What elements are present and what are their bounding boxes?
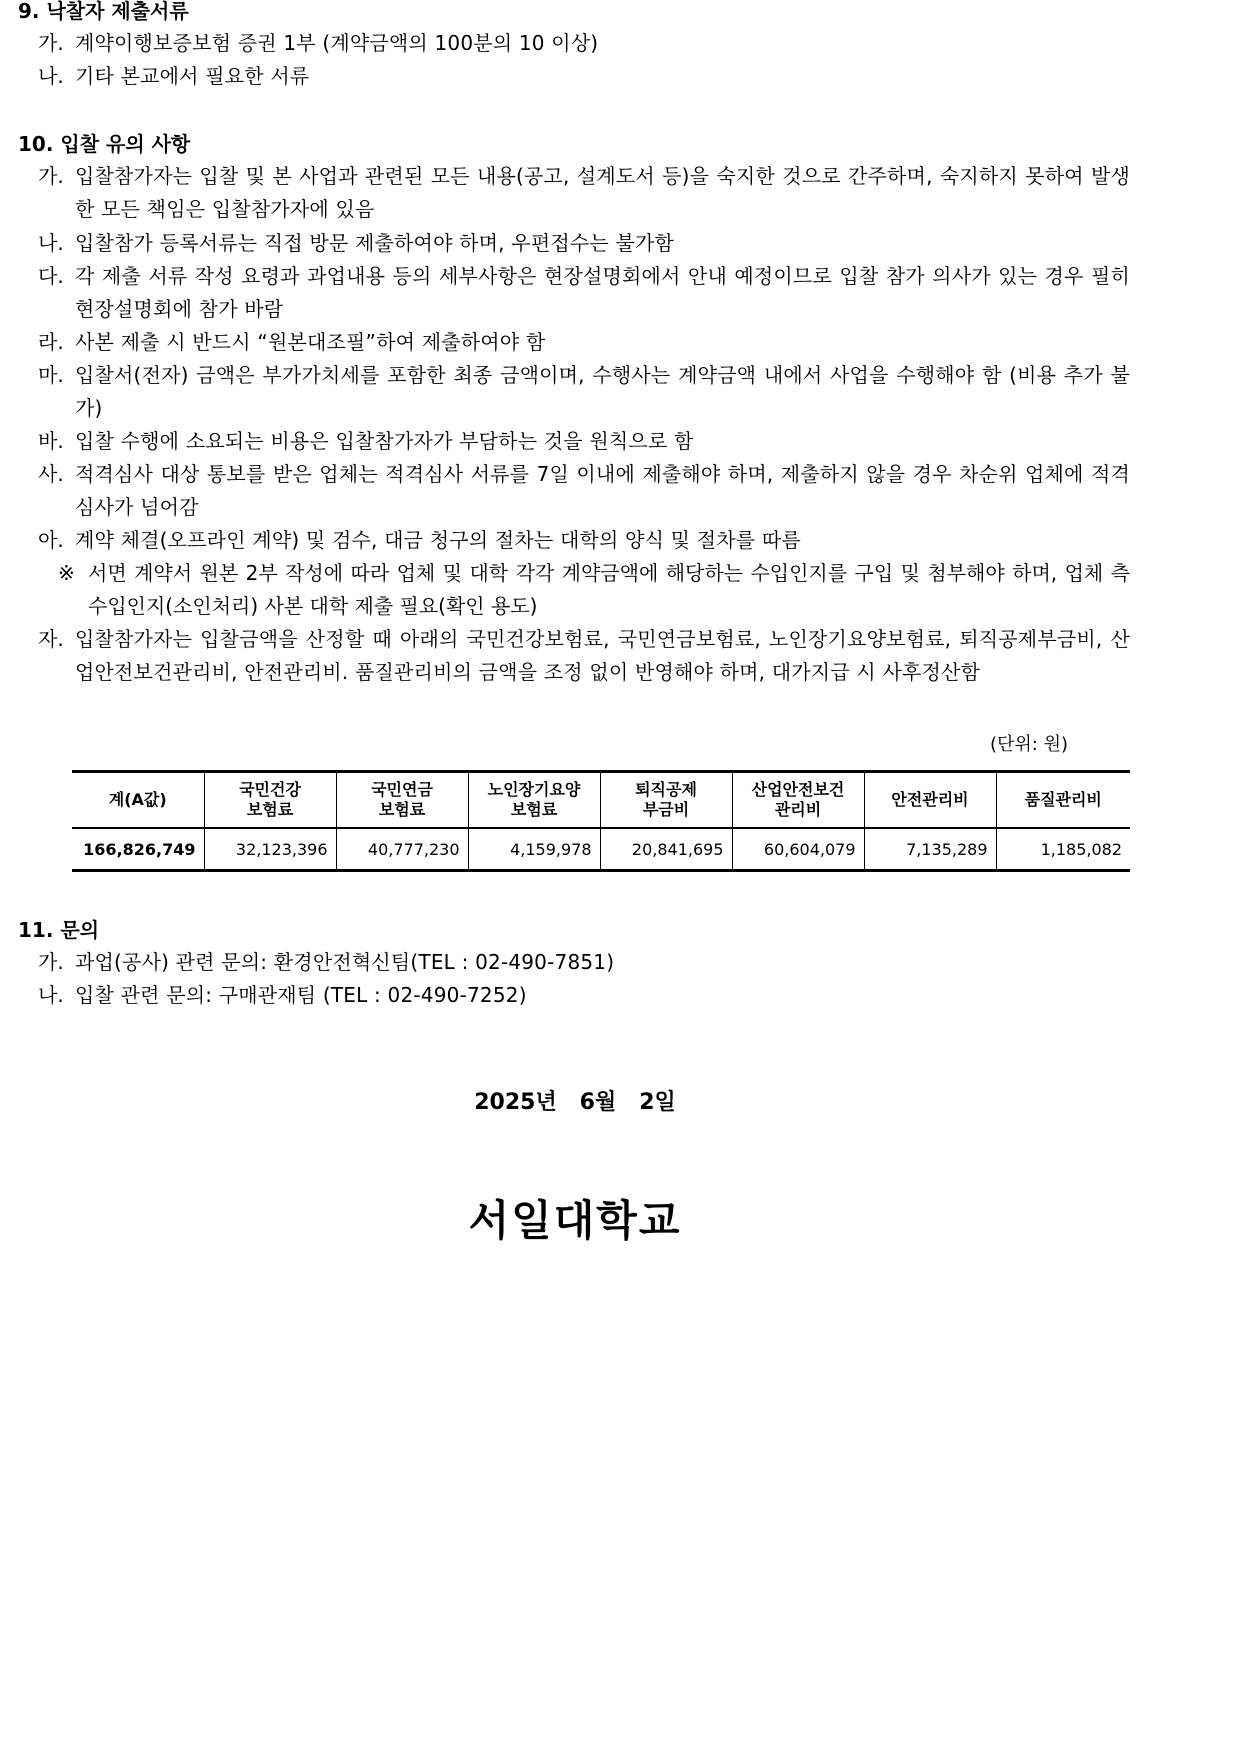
note-text: 서면 계약서 원본 2부 작성에 따라 업체 및 대학 각각 계약금액에 해당하는 수입인지를 구입 및 첨부해야 하며, 업체 측 수입인지(소인처리) 사본 대학 제출 필요(확인 용도) bbox=[88, 561, 1130, 618]
item-marker: 나. bbox=[38, 983, 64, 1007]
item-text: 계약 체결(오프라인 계약) 및 검수, 대금 청구의 절차는 대학의 양식 및 절차를 따름 bbox=[75, 528, 801, 552]
sec10-item-ba bbox=[38, 425, 1130, 458]
header-safety-management: 안전관리비 bbox=[864, 772, 996, 829]
value-health-insurance: 32,123,396 bbox=[204, 828, 336, 871]
sec10-item-ja bbox=[38, 623, 1130, 689]
item-marker: 가. bbox=[38, 164, 64, 188]
item-marker: 라. bbox=[38, 330, 64, 354]
sec10-item-ga bbox=[38, 160, 1130, 226]
value-industrial-safety: 60,604,079 bbox=[732, 828, 864, 871]
table-header-row bbox=[72, 772, 1130, 829]
sec9-item-ga bbox=[38, 27, 1130, 60]
header-longterm-care: 노인장기요양 보험료 bbox=[468, 772, 600, 829]
cost-table bbox=[72, 770, 1130, 872]
item-text: 사본 제출 시 반드시 “원본대조필”하여 제출하여야 함 bbox=[75, 330, 546, 354]
value-quality-management: 1,185,082 bbox=[996, 828, 1130, 871]
contract-stamp-note bbox=[58, 557, 1130, 623]
header-retirement-deduction: 퇴직공제 부금비 bbox=[600, 772, 732, 829]
sec10-item-ra bbox=[38, 326, 1130, 359]
item-marker: 가. bbox=[38, 950, 64, 974]
item-text: 입찰 수행에 소요되는 비용은 입찰참가자가 부담하는 것을 원칙으로 함 bbox=[75, 429, 694, 453]
organization-name: 서일대학교 bbox=[468, 1196, 682, 1245]
sec9-item-na bbox=[38, 60, 1130, 93]
item-text: 각 제출 서류 작성 요령과 과업내용 등의 세부사항은 현장설명회에서 안내 예정이므로 입찰 참가 의사가 있는 경우 필히 현장설명회에 참가 바람 bbox=[75, 264, 1130, 321]
item-marker: 마. bbox=[38, 363, 64, 387]
sec10-item-ma bbox=[38, 359, 1130, 425]
sec11-item-ga bbox=[38, 946, 1130, 979]
item-text: 계약이행보증보험 증권 1부 (계약금액의 100분의 10 이상) bbox=[75, 31, 599, 55]
section-10-title: 10. 입찰 유의 사항 bbox=[18, 132, 191, 156]
sec10-item-a bbox=[38, 524, 1130, 557]
value-total: 166,826,749 bbox=[72, 828, 204, 871]
item-marker: 다. bbox=[38, 264, 64, 288]
unit-label: (단위: 원) bbox=[990, 734, 1068, 755]
item-marker: 나. bbox=[38, 231, 64, 255]
item-marker: 나. bbox=[38, 64, 64, 88]
value-retirement-deduction: 20,841,695 bbox=[600, 828, 732, 871]
header-quality-management: 품질관리비 bbox=[996, 772, 1130, 829]
item-text: 입찰참가자는 입찰 및 본 사업과 관련된 모든 내용(공고, 설계도서 등)을 숙지한 것으로 간주하며, 숙지하지 못하여 발생한 모든 책임은 입찰참가자에 있음 bbox=[75, 164, 1130, 221]
header-industrial-safety: 산업안전보건 관리비 bbox=[732, 772, 864, 829]
section-11-title: 11. 문의 bbox=[18, 918, 100, 942]
value-national-pension: 40,777,230 bbox=[336, 828, 468, 871]
item-text: 적격심사 대상 통보를 받은 업체는 적격심사 서류를 7일 이내에 제출해야 하며, 제출하지 않을 경우 차순위 업체에 적격심사가 넘어감 bbox=[75, 462, 1130, 519]
item-marker: 아. bbox=[38, 528, 64, 552]
item-text: 입찰서(전자) 금액은 부가가치세를 포함한 최종 금액이며, 수행사는 계약금액 내에서 사업을 수행해야 함 (비용 추가 불가) bbox=[75, 363, 1130, 420]
value-safety-management: 7,135,289 bbox=[864, 828, 996, 871]
value-longterm-care: 4,159,978 bbox=[468, 828, 600, 871]
item-text: 입찰 관련 문의: 구매관재팀 (TEL : 02-490-7252) bbox=[75, 983, 527, 1007]
sec10-item-na bbox=[38, 227, 1130, 260]
note-marker: ※ bbox=[58, 561, 75, 585]
header-total: 계(A값) bbox=[72, 772, 204, 829]
item-marker: 바. bbox=[38, 429, 64, 453]
section-9-title: 9. 낙찰자 제출서류 bbox=[18, 0, 189, 23]
item-text: 입찰참가자는 입찰금액을 산정할 때 아래의 국민건강보험료, 국민연금보험료, 노인장기요양보험료, 퇴직공제부금비, 산업안전보건관리비, 안전관리비. 품질관리비의 금액을 조정 없이 반영해야 하며, 대가지급 시 사후정산함 bbox=[75, 627, 1130, 684]
item-marker: 자. bbox=[38, 627, 64, 651]
sec10-item-da bbox=[38, 260, 1130, 326]
header-health-insurance: 국민건강 보험료 bbox=[204, 772, 336, 829]
item-marker: 사. bbox=[38, 462, 64, 486]
item-marker: 가. bbox=[38, 31, 64, 55]
sec10-item-sa bbox=[38, 458, 1130, 524]
document-date: 2025년 6월 2일 bbox=[474, 1090, 676, 1115]
sec11-item-na bbox=[38, 979, 1130, 1012]
table-row bbox=[72, 828, 1130, 871]
item-text: 기타 본교에서 필요한 서류 bbox=[75, 64, 310, 88]
item-text: 과업(공사) 관련 문의: 환경안전혁신팀(TEL : 02-490-7851) bbox=[75, 950, 615, 974]
header-national-pension: 국민연금 보험료 bbox=[336, 772, 468, 829]
item-text: 입찰참가 등록서류는 직접 방문 제출하여야 하며, 우편접수는 불가함 bbox=[75, 231, 675, 255]
